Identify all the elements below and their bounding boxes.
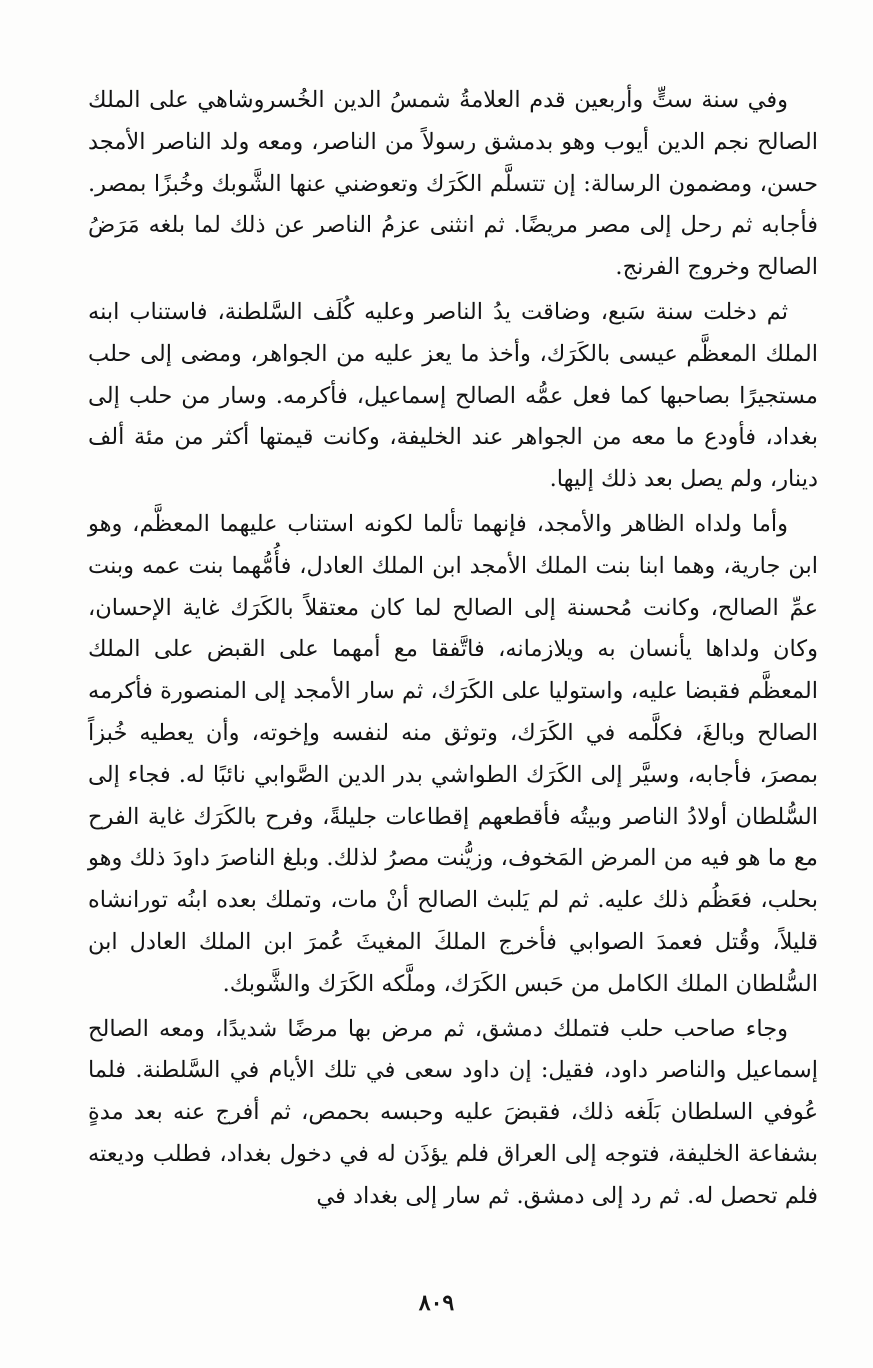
paragraph-1: وفي سنة ستٍّ وأربعين قدم العلامةُ شمسُ الدين الخُسروشاهي على الملك الصالح نجم الدين أيوب وهو بدمشق رسولاً من الناصر، ومعه ولد الناصر الأمجد حسن، ومضمون الرسالة: إن تتسلَّم الكَرَك وتعوضني عنها الشَّوبك وخُبزًا بمصر. فأجابه ثم رحل إلى مصر مريضًا. ثم انثنى عزمُ الناصر عن ذلك لما بلغه مَرَضُ الصالح وخروج الفرنج.: [88, 87, 818, 281]
paragraph-3: وأما ولداه الظاهر والأمجد، فإنهما تألما لكونه استناب عليهما المعظَّم، وهو ابن جارية، وهما ابنا بنت الملك الأمجد ابن الملك العادل، فأُمُّهما بنت عمه وبنت عمِّ الصالح، وكانت مُحسنة إلى الصالح لما كان معتقلاً بالكَرَك غاية الإحسان، وكان ولداها يأنسان به ويلازمانه، فاتَّفقا مع أمهما على القبض على الملك المعظَّم فقبضا عليه، واستوليا على الكَرَك، ثم سار الأمجد إلى المنصورة فأكرمه الصالح وبالغَ، فكلَّمه في الكَرَك، وتوثق منه لنفسه وإخوته، وأن يعطيه خُبزاً بمصرَ، فأجابه، وسيَّر إلى الكَرَك الطواشي بدر الدين الصَّوابي نائبًا له. فجاء إلى السُّلطان أولادُ الناصر وبيتُه فأقطعهم إقطاعات جليلةً، وفرح بالكَرَك غاية الفرح مع ما هو فيه من المرض المَخوف، وزيُّنت مصرُ لذلك. وبلغ الناصرَ داودَ ذلك وهو بحلب، فعَظُم ذلك عليه. ثم لم يَلبث الصالح أنْ مات، وتملك بعده ابنُه تورانشاه قليلاً، وقُتل فعمدَ الصوابي فأخرج الملكَ المغيثَ عُمرَ ابن الملك العادل ابن السُّلطان الملك الكامل من حَبس الكَرَك، وملَّكه الكَرَك والشَّوبك.: [88, 510, 818, 997]
paragraph-4: وجاء صاحب حلب فتملك دمشق، ثم مرض بها مرضًا شديدًا، ومعه الصالح إسماعيل والناصر داود، فقيل: إن داود سعى في تلك الأيام في السَّلطنة. فلما عُوفي السلطان بَلَغه ذلك، فقبضَ عليه وحبسه بحمص، ثم أفرج عنه بعد مدةٍ بشفاعة الخليفة، فتوجه إلى العراق فلم يؤذَن له في دخول بغداد، فطلب وديعته فلم تحصل له. ثم رد إلى دمشق. ثم سار إلى بغداد في: [88, 1015, 818, 1209]
paragraph-2: ثم دخلت سنة سَبع، وضاقت يدُ الناصر وعليه كُلَف السَّلطنة، فاستناب ابنه الملك المعظَّم عيسى بالكَرَك، وأخذ ما يعز عليه من الجواهر، ومضى إلى حلب مستجيرًا بصاحبها كما فعل عمُّه الصالح إسماعيل، فأكرمه. وسار من حلب إلى بغداد، فأودع ما معه من الجواهر عند الخليفة، وكانت قيمتها أكثر من مئة ألف دينار، ولم يصل بعد ذلك إليها.: [88, 298, 818, 493]
body-text: [88, 80, 818, 1221]
page-number: ٨٠٩: [418, 1290, 455, 1316]
